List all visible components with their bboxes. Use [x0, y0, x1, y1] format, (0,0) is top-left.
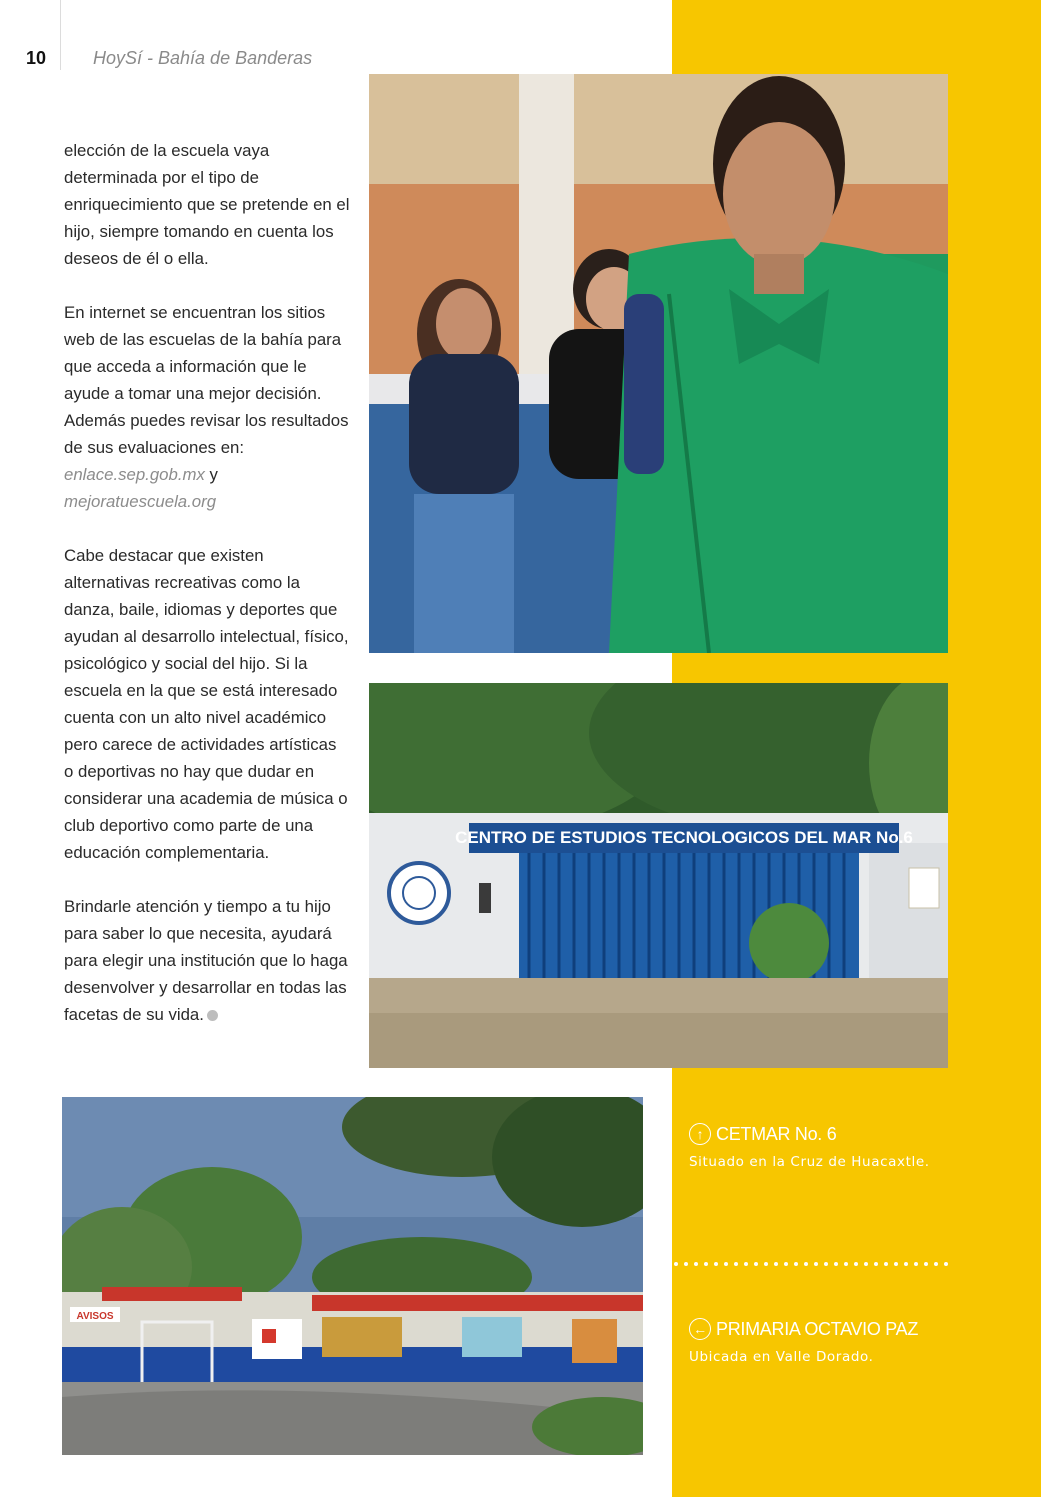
- paragraph-2-and: y: [204, 465, 218, 484]
- dotted-divider: [672, 1260, 952, 1268]
- caption-primaria-text: Ubicada en Valle Dorado.: [689, 1349, 874, 1365]
- caption-primaria: [689, 1318, 969, 1365]
- arrow-up-icon: ↑: [689, 1123, 711, 1145]
- cetmar-photo: [369, 683, 948, 1068]
- caption-cetmar-text: Situado en la Cruz de Huacaxtle.: [689, 1154, 930, 1170]
- caption-primaria-title-row: [689, 1318, 969, 1340]
- paragraph-4-text: Brindarle atención y tiempo a tu hijo para saber lo que necesita, ayudará para elegir una institución que lo haga desenvolver y desarrollar en todas las facetas de su vida.: [64, 897, 348, 1024]
- magazine-title: HoySí - Bahía de Banderas: [93, 48, 313, 68]
- primaria-photo: [62, 1097, 643, 1455]
- header-rule: [60, 0, 61, 70]
- article-body: [64, 137, 350, 1055]
- paragraph-2-text: En internet se encuentran los sitios web de las escuelas de la bahía para que acceda a información que le ayude a tomar una mejor decisión. Además puedes revisar los resultados de sus evaluaciones en:: [64, 303, 349, 457]
- caption-cetmar: [689, 1123, 969, 1170]
- paragraph-3: Cabe destacar que existen alternativas recreativas como la danza, baile, idiomas y deportes que ayudan al desarrollo intelectual, físico, psicológico y social del hijo. Si la escuela en la que se está interesado cuenta con un alto nivel académico pero carece de actividades artísticas o deportivas no hay que dudar en considerar una academia de música o club deportivo como parte de una educación complementaria.: [64, 546, 349, 862]
- page-number: 10: [26, 48, 47, 68]
- building-sign: CENTRO DE ESTUDIOS TECNOLOGICOS DEL MAR No.6: [455, 828, 913, 847]
- caption-cetmar-title-row: [689, 1123, 969, 1145]
- caption-primaria-title: PRIMARIA OCTAVIO PAZ: [716, 1318, 919, 1339]
- link-mejoratuescuela[interactable]: mejoratuescuela.org: [64, 492, 217, 511]
- avisos-sign: AVISOS: [76, 1311, 114, 1322]
- caption-cetmar-title: CETMAR No. 6: [716, 1123, 837, 1144]
- link-enlace[interactable]: enlace.sep.gob.mx: [64, 465, 205, 484]
- students-photo: [369, 74, 948, 653]
- end-of-article-icon: [207, 1010, 218, 1021]
- paragraph-1: elección de la escuela vaya determinada por el tipo de enriquecimiento que se pretende en el hijo, siempre tomando en cuenta los deseos de él o ella.: [64, 141, 350, 268]
- paragraph-4: [64, 893, 350, 1028]
- paragraph-2: [64, 299, 350, 515]
- arrow-left-icon: ←: [689, 1318, 711, 1340]
